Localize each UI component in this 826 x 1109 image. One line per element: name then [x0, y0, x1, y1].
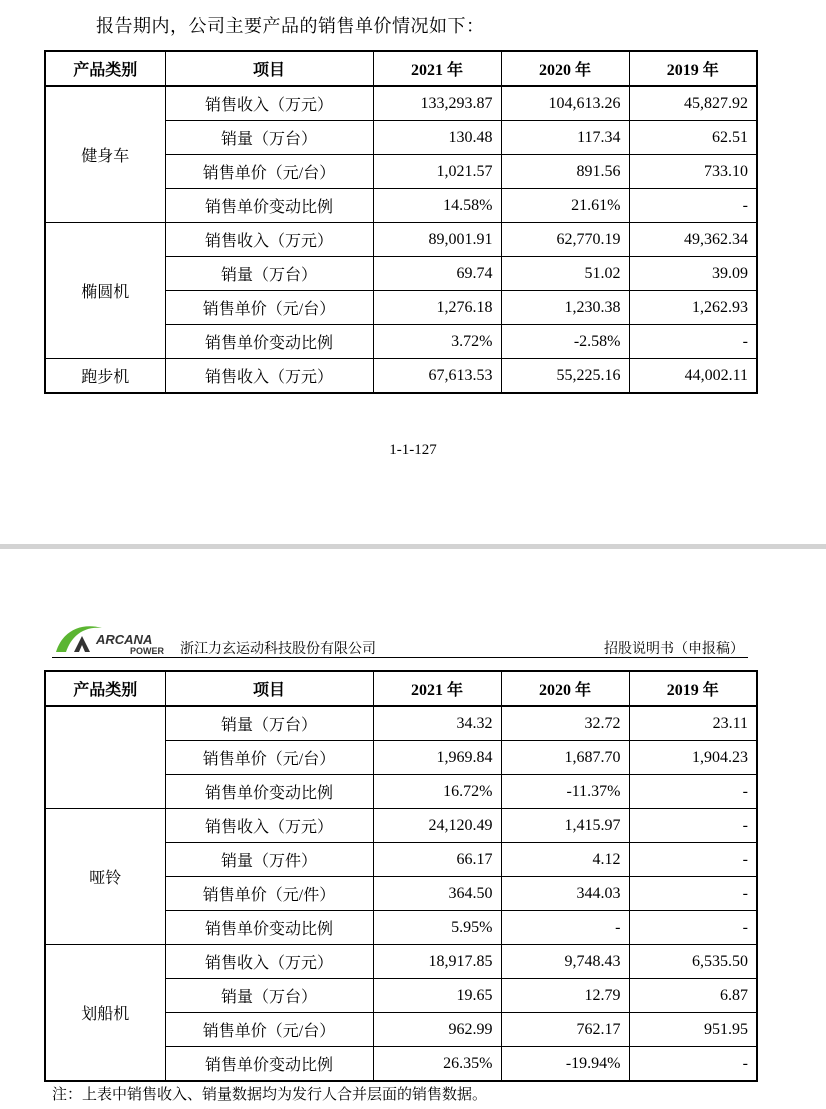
value-2021-cell: 18,917.85 [373, 945, 501, 979]
item-cell: 销售单价（元/台） [165, 1013, 373, 1047]
value-2019-cell: 45,827.92 [629, 86, 757, 121]
intro-text: 报告期内，公司主要产品的销售单价情况如下： [96, 16, 485, 37]
value-2019-cell: - [629, 189, 757, 223]
item-cell: 销售单价变动比例 [165, 325, 373, 359]
value-2021-cell: 5.95% [373, 911, 501, 945]
value-2020-cell: 55,225.16 [501, 359, 629, 394]
page-header [52, 618, 748, 658]
value-2019-cell: 733.10 [629, 155, 757, 189]
table-row [45, 359, 757, 394]
value-2021-cell: 1,969.84 [373, 741, 501, 775]
price-table-part1 [44, 50, 758, 394]
value-2021-cell: 130.48 [373, 121, 501, 155]
category-cell: 健身车 [45, 86, 165, 223]
category-cell: 哑铃 [45, 809, 165, 945]
value-2021-cell: 34.32 [373, 706, 501, 741]
document-type: 招股说明书（申报稿） [604, 641, 744, 657]
table-note: 注：上表中销售收入、销量数据均为发行人合并层面的销售数据。 [52, 1085, 488, 1103]
item-cell: 销售收入（万元） [165, 809, 373, 843]
header-2021: 2021 年 [373, 671, 501, 706]
table-row [45, 706, 757, 741]
value-2020-cell: 117.34 [501, 121, 629, 155]
value-2020-cell: 1,230.38 [501, 291, 629, 325]
item-cell: 销售单价变动比例 [165, 189, 373, 223]
value-2019-cell: - [629, 911, 757, 945]
value-2021-cell: 1,276.18 [373, 291, 501, 325]
item-cell: 销售收入（万元） [165, 945, 373, 979]
page-separator [0, 544, 826, 549]
table-row [45, 223, 757, 257]
value-2019-cell: 44,002.11 [629, 359, 757, 394]
item-cell: 销售收入（万元） [165, 359, 373, 394]
value-2019-cell: 62.51 [629, 121, 757, 155]
value-2020-cell: 12.79 [501, 979, 629, 1013]
value-2020-cell: -2.58% [501, 325, 629, 359]
value-2020-cell: 891.56 [501, 155, 629, 189]
value-2019-cell: 23.11 [629, 706, 757, 741]
item-cell: 销售单价（元/台） [165, 155, 373, 189]
header-rule [52, 657, 748, 658]
header-2019: 2019 年 [629, 671, 757, 706]
category-cell [45, 706, 165, 809]
item-cell: 销量（万件） [165, 843, 373, 877]
svg-text:POWER: POWER [130, 646, 165, 656]
category-cell: 划船机 [45, 945, 165, 1082]
svg-text:ARCANA: ARCANA [96, 632, 153, 647]
table-row [45, 86, 757, 121]
header-2021: 2021 年 [373, 51, 501, 86]
category-cell: 椭圆机 [45, 223, 165, 359]
table-row [45, 809, 757, 843]
value-2020-cell: -19.94% [501, 1047, 629, 1082]
value-2021-cell: 1,021.57 [373, 155, 501, 189]
table-header-row [45, 671, 757, 706]
value-2020-cell: 62,770.19 [501, 223, 629, 257]
value-2020-cell: 32.72 [501, 706, 629, 741]
price-table-part2 [44, 670, 758, 1082]
value-2019-cell: - [629, 877, 757, 911]
value-2020-cell: 344.03 [501, 877, 629, 911]
header-category: 产品类别 [45, 671, 165, 706]
value-2020-cell: 51.02 [501, 257, 629, 291]
item-cell: 销售单价变动比例 [165, 775, 373, 809]
value-2019-cell: 951.95 [629, 1013, 757, 1047]
header-item: 项目 [165, 671, 373, 706]
value-2019-cell: - [629, 809, 757, 843]
value-2021-cell: 67,613.53 [373, 359, 501, 394]
value-2019-cell: - [629, 1047, 757, 1082]
value-2019-cell: - [629, 325, 757, 359]
item-cell: 销量（万台） [165, 121, 373, 155]
value-2021-cell: 364.50 [373, 877, 501, 911]
value-2021-cell: 133,293.87 [373, 86, 501, 121]
value-2020-cell: - [501, 911, 629, 945]
table-body [45, 86, 757, 393]
value-2020-cell: 1,415.97 [501, 809, 629, 843]
value-2021-cell: 962.99 [373, 1013, 501, 1047]
header-2020: 2020 年 [501, 671, 629, 706]
arcana-power-logo [52, 618, 182, 658]
value-2019-cell: - [629, 843, 757, 877]
item-cell: 销售单价变动比例 [165, 911, 373, 945]
value-2021-cell: 89,001.91 [373, 223, 501, 257]
item-cell: 销售单价（元/台） [165, 291, 373, 325]
item-cell: 销售收入（万元） [165, 223, 373, 257]
header-item: 项目 [165, 51, 373, 86]
value-2020-cell: -11.37% [501, 775, 629, 809]
value-2020-cell: 104,613.26 [501, 86, 629, 121]
value-2021-cell: 66.17 [373, 843, 501, 877]
table-header-row [45, 51, 757, 86]
value-2021-cell: 26.35% [373, 1047, 501, 1082]
header-2020: 2020 年 [501, 51, 629, 86]
item-cell: 销量（万台） [165, 979, 373, 1013]
table-body [45, 706, 757, 1081]
value-2020-cell: 4.12 [501, 843, 629, 877]
value-2021-cell: 14.58% [373, 189, 501, 223]
item-cell: 销售单价（元/件） [165, 877, 373, 911]
value-2021-cell: 24,120.49 [373, 809, 501, 843]
value-2019-cell: 1,904.23 [629, 741, 757, 775]
item-cell: 销售收入（万元） [165, 86, 373, 121]
table-row [45, 945, 757, 979]
item-cell: 销售单价变动比例 [165, 1047, 373, 1082]
value-2021-cell: 19.65 [373, 979, 501, 1013]
value-2019-cell: 6.87 [629, 979, 757, 1013]
value-2020-cell: 21.61% [501, 189, 629, 223]
value-2019-cell: 49,362.34 [629, 223, 757, 257]
value-2021-cell: 69.74 [373, 257, 501, 291]
item-cell: 销售单价（元/台） [165, 741, 373, 775]
value-2020-cell: 9,748.43 [501, 945, 629, 979]
value-2019-cell: 1,262.93 [629, 291, 757, 325]
header-2019: 2019 年 [629, 51, 757, 86]
company-name: 浙江力玄运动科技股份有限公司 [180, 641, 376, 657]
category-cell: 跑步机 [45, 359, 165, 394]
value-2019-cell: 39.09 [629, 257, 757, 291]
value-2020-cell: 762.17 [501, 1013, 629, 1047]
value-2019-cell: 6,535.50 [629, 945, 757, 979]
value-2019-cell: - [629, 775, 757, 809]
header-category: 产品类别 [45, 51, 165, 86]
item-cell: 销量（万台） [165, 706, 373, 741]
value-2021-cell: 16.72% [373, 775, 501, 809]
item-cell: 销量（万台） [165, 257, 373, 291]
value-2020-cell: 1,687.70 [501, 741, 629, 775]
value-2021-cell: 3.72% [373, 325, 501, 359]
page-number: 1-1-127 [389, 442, 437, 458]
